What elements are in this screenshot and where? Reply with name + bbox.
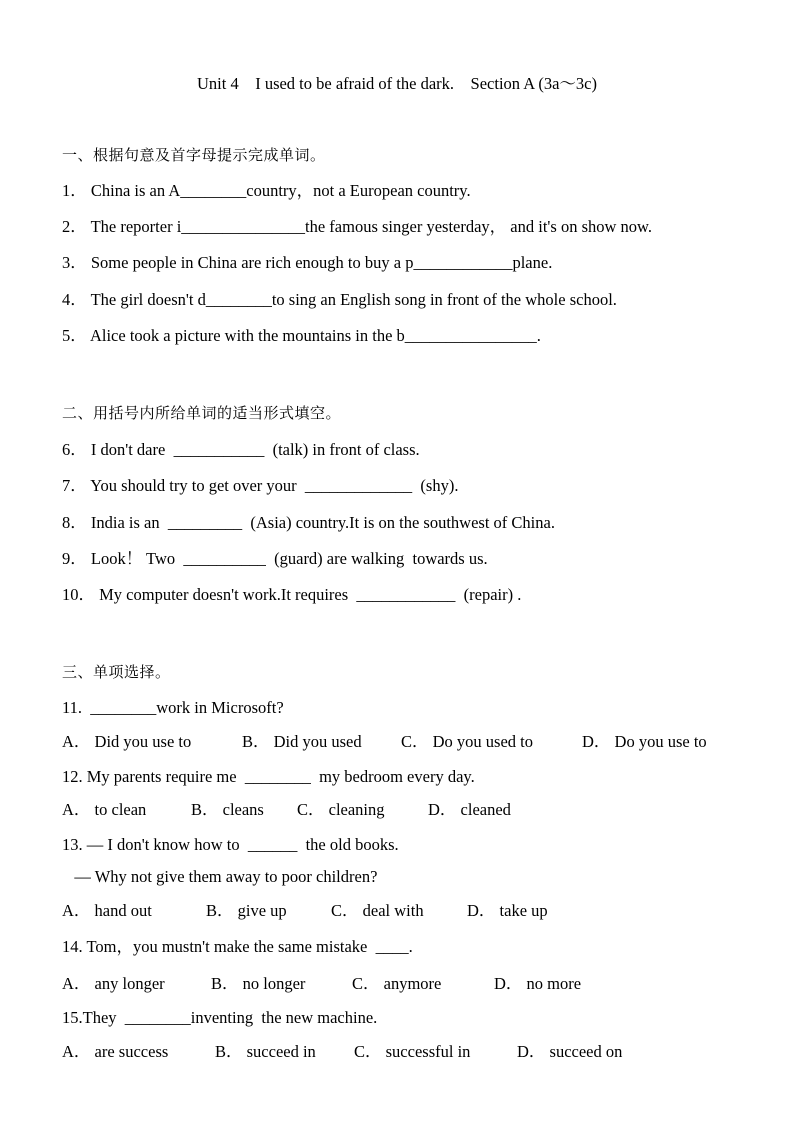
question-2: 2． The reporter i_______________the famous singer yesterday， and it's on show now. — [62, 217, 652, 236]
option-c: C． deal with — [331, 901, 424, 920]
option-b: B． Did you used — [242, 732, 362, 751]
option-b: B． no longer — [211, 974, 306, 993]
option-b: B． give up — [206, 901, 287, 920]
page-title: Unit 4 I used to be afraid of the dark. Section A (3a～3c) — [196, 74, 598, 93]
question-11-stem: 11. ________work in Microsoft? — [62, 698, 284, 717]
question-13-reply: — Why not give them away to poor children? — [62, 867, 378, 886]
option-a: A． hand out — [62, 901, 152, 920]
option-c: C． cleaning — [297, 800, 385, 819]
option-d: D． succeed on — [517, 1042, 623, 1061]
option-d: D． cleaned — [428, 800, 511, 819]
option-b: B． succeed in — [215, 1042, 316, 1061]
question-4: 4． The girl doesn't d________to sing an English song in front of the whole school. — [62, 290, 617, 309]
option-a: A． are success — [62, 1042, 169, 1061]
option-a: A． any longer — [62, 974, 165, 993]
section-2-heading: 二、用括号内所给单词的适当形式填空。 — [62, 404, 342, 422]
option-a: A． to clean — [62, 800, 147, 819]
question-3: 3． Some people in China are rich enough to buy a p____________plane. — [62, 253, 553, 272]
question-7: 7． You should try to get over your _____________ (shy). — [62, 476, 459, 495]
question-15-stem: 15.They ________inventing the new machine. — [62, 1008, 378, 1027]
question-8: 8． India is an _________ (Asia) country.It is on the southwest of China. — [62, 513, 555, 532]
question-9: 9． Look！ Two __________ (guard) are walking towards us. — [62, 549, 488, 568]
question-5: 5． Alice took a picture with the mountains in the b________________. — [62, 326, 541, 345]
section-1-heading: 一、根据句意及首字母提示完成单词。 — [62, 146, 326, 164]
option-c: C． anymore — [352, 974, 442, 993]
question-13-stem: 13. — I don't know how to ______ the old books. — [62, 835, 399, 854]
option-a: A． Did you use to — [62, 732, 192, 751]
question-12-stem: 12. My parents require me ________ my bedroom every day. — [62, 767, 475, 786]
option-c: C． successful in — [354, 1042, 471, 1061]
option-b: B． cleans — [191, 800, 264, 819]
option-d: D． no more — [494, 974, 582, 993]
question-14-stem: 14. Tom，you mustn't make the same mistake ____. — [62, 937, 413, 956]
question-1: 1． China is an A________country，not a European country. — [62, 181, 471, 200]
section-3-heading: 三、单项选择。 — [62, 663, 171, 681]
question-6: 6． I don't dare ___________ (talk) in front of class. — [62, 440, 420, 459]
option-d: D． Do you use to — [582, 732, 707, 751]
option-d: D． take up — [467, 901, 548, 920]
question-10: 10． My computer doesn't work.It requires ____________ (repair) . — [62, 585, 522, 604]
option-c: C． Do you used to — [401, 732, 533, 751]
